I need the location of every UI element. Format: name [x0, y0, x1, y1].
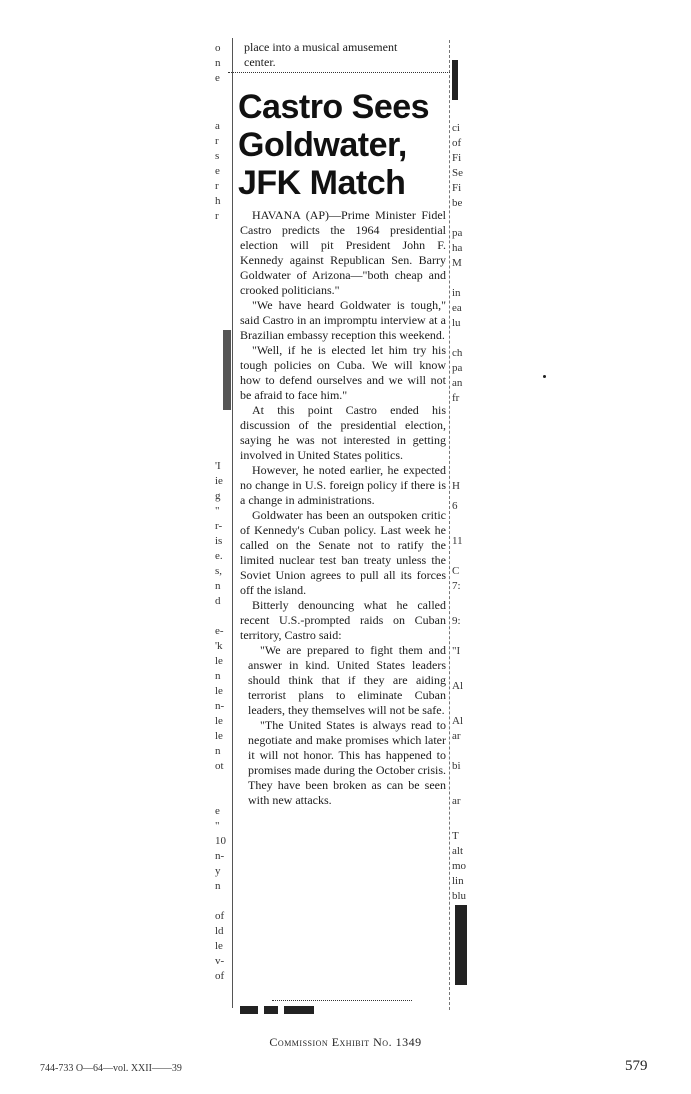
right-edge-fragment: blu — [452, 890, 467, 902]
right-edge-fragment: pa — [452, 362, 463, 374]
right-edge-fragment: mo — [452, 860, 467, 872]
right-edge-fragment: ha — [452, 242, 463, 254]
scan-mark — [455, 905, 467, 985]
right-edge-fragment: of — [452, 137, 462, 149]
right-edge-fragment: an — [452, 377, 463, 389]
footer-code: 744-733 O—64—vol. XXII——39 — [40, 1063, 182, 1074]
left-edge-fragment: y — [215, 865, 221, 877]
left-edge-fragment: e — [215, 165, 220, 177]
left-edge-fragment: r — [215, 210, 219, 222]
right-edge-fragment: lu — [452, 317, 461, 329]
page-number: 579 — [625, 1058, 648, 1074]
left-edge-fragment: e. — [215, 550, 223, 562]
left-edge-fragment: r — [215, 180, 219, 192]
right-edge-fragment: H — [452, 480, 460, 492]
left-edge-fragment: ot — [215, 760, 224, 772]
right-edge-fragment: Fi — [452, 182, 462, 194]
left-edge-fragment: 10 — [215, 835, 226, 847]
right-edge-fragment: ea — [452, 302, 462, 314]
headline — [238, 88, 448, 202]
previous-article-tail — [244, 40, 444, 70]
left-edge-fragment: g — [215, 490, 221, 502]
right-edge-fragment: Al — [452, 715, 463, 727]
headline-line: JFK Match — [238, 164, 406, 202]
right-edge-fragment: 7: — [452, 580, 461, 592]
right-edge-fragment: M — [452, 257, 462, 269]
article-paragraph: "Well, if he is elected let him try his tough policies on Cuba. We will know how to defend ourselves and we will not be afraid to face him." — [240, 343, 446, 402]
left-edge-fragment: le — [215, 940, 223, 952]
right-edge-fragment: fr — [452, 392, 460, 404]
right-edge-fragment: Fi — [452, 152, 462, 164]
left-edge-fragment: n — [215, 57, 221, 69]
left-edge-fragment: s — [215, 150, 220, 162]
left-edge-fragment: le — [215, 730, 223, 742]
article-paragraph: HAVANA (AP)—Prime Minister Fidel Castro predicts the 1964 presidential election will pit President John F. Kennedy against Republican Sen. Barry Goldwater of Arizona—"both cheap and crooked politicians." — [240, 208, 446, 297]
left-edge-fragment: is — [215, 535, 223, 547]
left-edge-fragment: ie — [215, 475, 223, 487]
right-edge-fragment: Se — [452, 167, 463, 179]
headline-line: Goldwater, — [238, 126, 407, 164]
text-line: place into a musical amusement — [244, 40, 398, 54]
right-edge-fragment: pa — [452, 227, 463, 239]
left-edge-fragment: 'I — [215, 460, 221, 472]
left-edge-fragment: n — [215, 670, 221, 682]
left-edge-fragment: d — [215, 595, 221, 607]
clipping-left-border — [232, 38, 233, 1008]
next-headline-fragment — [240, 1000, 446, 1014]
exhibit-caption: Commission Exhibit No. 1349 — [269, 1035, 422, 1049]
left-edge-fragment: le — [215, 685, 223, 697]
right-edge-fragment: lin — [452, 875, 464, 887]
left-edge-fragment: n- — [215, 700, 225, 712]
right-edge-fragment: C — [452, 565, 460, 577]
left-edge-fragment: n — [215, 880, 221, 892]
headline-line: Castro Sees — [238, 88, 430, 126]
article-paragraph: However, he noted earlier, he expected no change in U.S. foreign policy if there is a change in administrations. — [240, 463, 446, 507]
right-edge-fragment: ci — [452, 122, 460, 134]
left-edge-fragment: s, — [215, 565, 223, 577]
right-edge-fragment: "I — [452, 645, 461, 657]
left-edge-fragment: " — [215, 820, 220, 832]
article-paragraph: Bitterly denouncing what he called recent U.S.-prompted raids on Cuban territory, Castro said: — [240, 598, 446, 642]
right-edge-fragment: T — [452, 830, 459, 842]
left-edge-fragment: ld — [215, 925, 224, 937]
left-edge-fragment: v- — [215, 955, 225, 967]
left-edge-fragment: le — [215, 715, 223, 727]
left-edge-fragment: h — [215, 195, 221, 207]
right-edge-fragment: be — [452, 197, 463, 209]
right-edge-fragment: ch — [452, 347, 463, 359]
right-edge-fragment: 6 — [452, 500, 458, 512]
article-body — [240, 208, 446, 808]
left-edge-fragment: n — [215, 580, 221, 592]
article-quote: "We are prepared to fight them and answer in kind. United States leaders should think that if they are aiding terrorist plans to eliminate Cuban leaders, they themselves will not be safe. — [248, 643, 446, 717]
clipping-right-border — [449, 40, 451, 1010]
left-edge-fragment: o — [215, 42, 221, 54]
left-edge-fragment: r — [215, 135, 219, 147]
right-edge-fragment: Al — [452, 680, 463, 692]
right-edge-fragment: ar — [452, 795, 461, 807]
right-edge-fragment: bi — [452, 760, 461, 772]
left-edge-fragment: of — [215, 910, 225, 922]
left-edge-fragment: e — [215, 805, 220, 817]
left-edge-fragment: e — [215, 72, 220, 84]
right-edge-fragment: 11 — [452, 535, 463, 547]
article-paragraph: Goldwater has been an outspoken critic of Kennedy's Cuban policy. Last week he called on the Senate not to ratify the limited nuclear test ban treaty unless the Soviet Union agrees to pull all its forces off the island. — [240, 508, 446, 597]
left-edge-fragment: n — [215, 745, 221, 757]
scan-mark — [223, 330, 231, 410]
top-divider — [228, 72, 450, 73]
left-edge-fragment: r- — [215, 520, 223, 532]
left-edge-fragment: 'k — [215, 640, 223, 652]
right-edge-fragment: in — [452, 287, 461, 299]
left-edge-fragment: n- — [215, 850, 225, 862]
left-edge-fragment: le — [215, 655, 223, 667]
text-line: center. — [244, 55, 276, 69]
right-edge-fragment: ar — [452, 730, 461, 742]
scan-speck — [543, 375, 546, 378]
left-edge-fragment: a — [215, 120, 220, 132]
left-edge-fragment: e- — [215, 625, 224, 637]
scan-mark — [452, 60, 458, 100]
right-edge-fragment: 9: — [452, 615, 461, 627]
left-edge-fragment: of — [215, 970, 225, 982]
article-paragraph: At this point Castro ended his discussion of the presidential election, saying he was not interested in getting involved in United States politics. — [240, 403, 446, 462]
right-edge-fragment: alt — [452, 845, 463, 857]
article-quote: "The United States is always read to negotiate and make promises which later it will not honor. This has happened to promises made during the October crisis. They have been broken as can be seen with new attacks. — [248, 718, 446, 807]
left-edge-fragment: " — [215, 505, 220, 517]
article-paragraph: "We have heard Goldwater is tough," said Castro in an impromptu interview at a Brazilian embassy reception this weekend. — [240, 298, 446, 342]
